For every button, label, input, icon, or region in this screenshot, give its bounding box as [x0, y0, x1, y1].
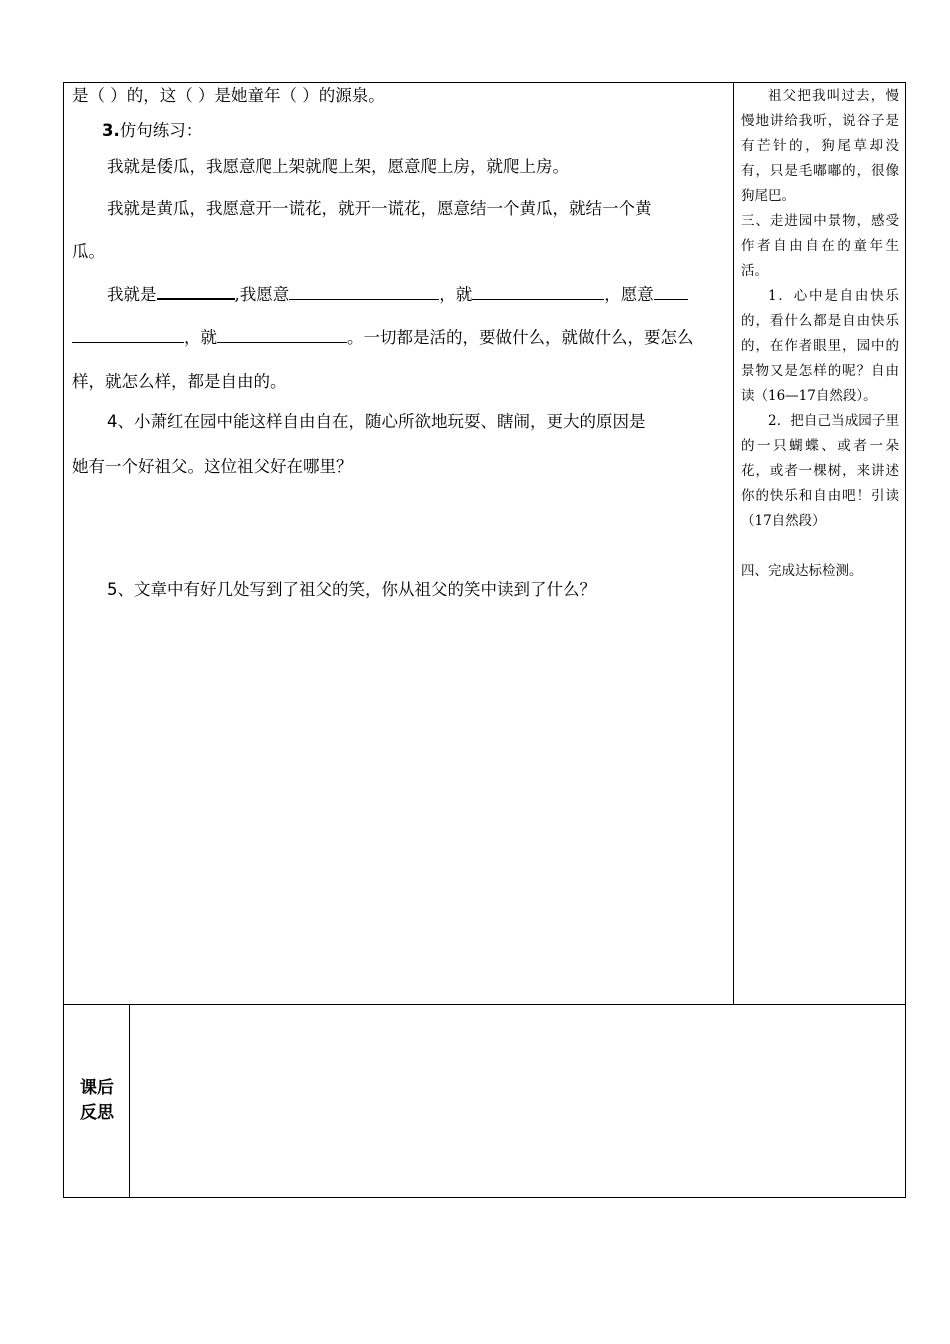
- blank-5[interactable]: [217, 326, 347, 343]
- notes-section-3: 三、走进园中景物，感受作者自由自在的童年生活。: [741, 213, 899, 279]
- blank-4-cont[interactable]: [72, 326, 184, 343]
- question-3-heading: [102, 119, 202, 143]
- question-5-number: 5: [107, 580, 118, 599]
- blank-3[interactable]: [472, 283, 604, 300]
- imitation-sentence-line3: 样，就怎么样，都是自由的。: [72, 372, 287, 391]
- imitation-text: ,我愿意: [234, 285, 290, 304]
- question-4-line1: [107, 410, 646, 434]
- fill-in-line: 是（ ）的，这（ ）是她童年（ ）的源泉。: [72, 86, 385, 105]
- column-divider: [733, 82, 734, 1004]
- notes-section-4: 四、完成达标检测。: [741, 563, 863, 579]
- question-3-title: 仿句练习：: [119, 121, 203, 140]
- reflection-label-line1: 课后: [80, 1078, 114, 1098]
- reflection-label: [72, 1076, 122, 1126]
- reflection-label-divider: [129, 1004, 130, 1198]
- notes-item-2: 2．把自己当成园子里的一只蝴蝶、或者一朵花，或者一棵树，来讲述你的快乐和自由吧！引读（17自然段）: [741, 413, 899, 529]
- teaching-notes-column: [741, 84, 899, 584]
- row-divider: [63, 1004, 906, 1005]
- question-3-number: 3.: [102, 121, 120, 140]
- example-sentence-1: 我就是倭瓜，我愿意爬上架就爬上架，愿意爬上房，就爬上房。: [107, 157, 569, 176]
- imitation-sentence-line2: [72, 326, 694, 350]
- blank-1[interactable]: [157, 282, 235, 300]
- question-5: [107, 578, 596, 602]
- question-4-number: 4: [107, 412, 118, 431]
- blank-4[interactable]: [654, 283, 688, 300]
- question-4-text: 、小萧红在园中能这样自由自在，随心所欲地玩耍、瞎闹，更大的原因是: [117, 412, 646, 431]
- example-sentence-2-line2: 瓜。: [72, 242, 105, 261]
- imitation-text: ，就: [184, 328, 217, 347]
- notes-item-1: 1．心中是自由快乐的，看什么都是自由快乐的，在作者眼里，园中的景物又是怎样的呢？自由读（16—17自然段）。: [741, 288, 899, 404]
- notes-paragraph-1: 祖父把我叫过去，慢慢地讲给我听，说谷子是有芒针的，狗尾草却没有，只是毛嘟嘟的，很像狗尾巴。: [741, 88, 899, 204]
- reflection-label-line2: 反思: [80, 1103, 114, 1123]
- imitation-text: 。一切都是活的，要做什么，就做什么，要怎么: [347, 328, 694, 347]
- imitation-text: 我就是: [107, 285, 157, 304]
- question-4-line2: 她有一个好祖父。这位祖父好在哪里？: [72, 457, 353, 476]
- imitation-text: ，愿意: [604, 285, 654, 304]
- question-5-text: 、文章中有好几处写到了祖父的笑，你从祖父的笑中读到了什么？: [117, 580, 596, 599]
- example-sentence-2-line1: 我就是黄瓜，我愿意开一谎花，就开一谎花，愿意结一个黄瓜，就结一个黄: [107, 199, 652, 218]
- blank-2[interactable]: [289, 283, 439, 300]
- imitation-sentence-line1: [107, 282, 688, 307]
- imitation-text: ，就: [439, 285, 473, 304]
